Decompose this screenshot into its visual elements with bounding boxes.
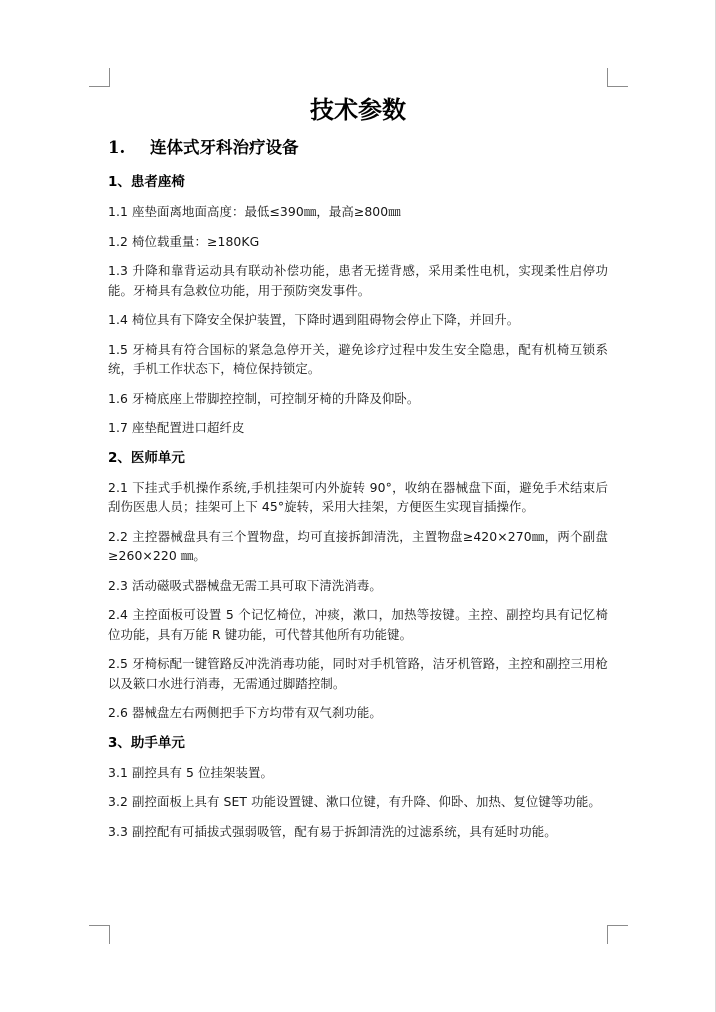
spec-item: 2.1 下挂式手机操作系统,手机挂架可内外旋转 90°，收纳在器械盘下面，避免手术结束后刮伤医患人员；挂架可上下 45°旋转，采用大挂架，方便医生实现盲插操作。 — [108, 479, 608, 514]
spec-item: 1.7 座垫配置进口超纤皮 — [108, 420, 245, 435]
group-doctor-unit — [108, 448, 608, 723]
spec-item: 3.2 副控面板上具有 SET 功能设置键、漱口位键，有升降、仰卧、加热、复位键等功能。 — [108, 794, 601, 809]
subsection-heading: 2、医师单元 — [108, 449, 185, 466]
spec-item: 2.6 器械盘左右两侧把手下方均带有双气刹功能。 — [108, 705, 382, 720]
spec-item: 1.4 椅位具有下降安全保护装置，下降时遇到阻碍物会停止下降，并回升。 — [108, 312, 520, 327]
group-patient-chair — [108, 172, 608, 438]
spec-item: 3.1 副控具有 5 位挂架装置。 — [108, 764, 274, 780]
subsection-heading: 3、助手单元 — [108, 734, 185, 751]
subsection-heading: 1、患者座椅 — [108, 174, 185, 190]
spec-item: 1.1 座垫面离地面高度：最低≤390㎜，最高≥800㎜ — [108, 204, 401, 219]
spec-item: 3.3 副控配有可插拔式强弱吸管，配有易于拆卸清洗的过滤系统，具有延时功能。 — [108, 823, 557, 839]
crop-mark-bottom-right — [607, 925, 628, 944]
document-body — [108, 92, 608, 851]
crop-mark-top-left — [89, 68, 110, 87]
spec-item: 1.2 椅位载重量：≥180KG — [108, 233, 260, 249]
spec-item: 2.4 主控面板可设置 5 个记忆椅位，冲痰，漱口，加热等按键。主控、副控均具有记忆椅位功能，具有万能 R 键功能，可代替其他所有功能键。 — [108, 607, 608, 642]
section-title: 连体式牙科治疗设备 — [150, 138, 299, 157]
document-title: 技术参数 — [310, 96, 406, 124]
spec-item: 1.6 牙椅底座上带脚控控制，可控制牙椅的升降及仰卧。 — [108, 390, 420, 406]
group-assistant-unit — [108, 733, 608, 842]
crop-mark-bottom-left — [89, 925, 110, 944]
spec-item: 2.5 牙椅标配一键管路反冲洗消毒功能，同时对手机管路，洁牙机管路，主控和副控三用枪以及簌口水进行消毒，无需通过脚踏控制。 — [108, 656, 608, 691]
spec-item: 1.5 牙椅具有符合国标的紧急急停开关，避免诊疗过程中发生安全隐患，配有机椅互锁系统，手机工作状态下，椅位保持锁定。 — [108, 341, 608, 376]
spec-item: 2.3 活动磁吸式器械盘无需工具可取下清洗消毒。 — [108, 577, 382, 593]
crop-mark-top-right — [607, 68, 628, 87]
section-number: 1. — [108, 138, 126, 157]
spec-item: 2.2 主控器械盘具有三个置物盘，均可直接拆卸清洗，主置物盘≥420×270㎜，两个副盘≥260×220 ㎜。 — [108, 528, 608, 563]
section-heading — [108, 134, 608, 162]
spec-item: 1.3 升降和靠背运动具有联动补偿功能，患者无搓背感，采用柔性电机，实现柔性启停功能。牙椅具有急救位功能，用于预防突发事件。 — [108, 263, 608, 298]
